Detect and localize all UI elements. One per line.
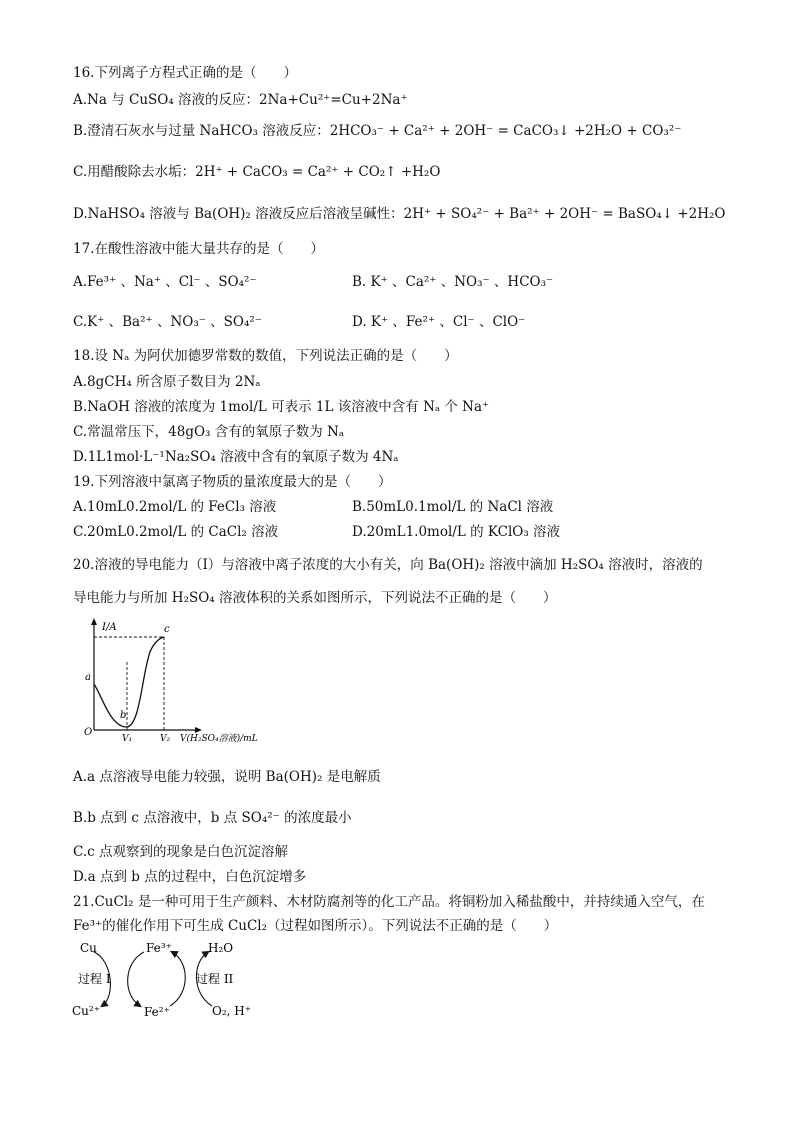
q18-option-d[interactable]: D.1L1mol·L⁻¹Na₂SO₄ 溶液中含有的氧原子数为 4Nₐ bbox=[73, 449, 399, 465]
point-c-label: c bbox=[164, 624, 170, 635]
q20-option-c[interactable]: C.c 点观察到的现象是白色沉淀溶解 bbox=[73, 844, 288, 860]
q19-option-c[interactable]: C.20mL0.2mol/L 的 CaCl₂ 溶液 bbox=[73, 524, 279, 540]
point-b-label: b bbox=[120, 710, 127, 721]
process-2-label: 过程 II bbox=[196, 972, 234, 986]
v1-label: V₁ bbox=[122, 734, 133, 744]
v2-label: V₂ bbox=[160, 734, 171, 744]
q16-stem: 16.下列离子方程式正确的是（ ） bbox=[73, 65, 297, 81]
origin-label: O bbox=[84, 727, 93, 738]
cucl2-cycle-diagram bbox=[72, 938, 272, 1020]
q20-option-d[interactable]: D.a 点到 b 点的过程中，白色沉淀增多 bbox=[73, 869, 307, 885]
q18-option-c[interactable]: C.常温常压下，48gO₃ 含有的氧原子数为 Nₐ bbox=[73, 424, 345, 440]
h2o-label: H₂O bbox=[208, 941, 234, 955]
fe2-label: Fe²⁺ bbox=[144, 1005, 170, 1019]
q18-stem: 18.设 Nₐ 为阿伏加德罗常数的数值，下列说法正确的是（ ） bbox=[73, 348, 458, 364]
q16-option-d[interactable]: D.NaHSO₄ 溶液与 Ba(OH)₂ 溶液反应后溶液呈碱性：2H⁺ + SO₄²⁻ + Ba²⁺ + 2OH⁻ = BaSO₄↓ +2H₂O bbox=[73, 206, 726, 222]
q21-stem-line1: 21.CuCl₂ 是一种可用于生产颜料、木材防腐剂等的化工产品。将铜粉加入稀盐酸中，并持续通入空气，在 bbox=[73, 894, 705, 910]
o2-h-label: O₂, H⁺ bbox=[212, 1004, 252, 1018]
point-a-label: a bbox=[85, 672, 91, 683]
q20-stem-line2: 导电能力与所加 H₂SO₄ 溶液体积的关系如图所示，下列说法不正确的是（ ） bbox=[73, 590, 557, 606]
q18-option-a[interactable]: A.8gCH₄ 所含原子数目为 2Nₐ bbox=[73, 374, 261, 390]
q19-stem: 19.下列溶液中氯离子物质的量浓度最大的是（ ） bbox=[73, 474, 392, 490]
conductivity-graph bbox=[80, 614, 280, 744]
q19-option-b[interactable]: B.50mL0.1mol/L 的 NaCl 溶液 bbox=[352, 499, 554, 515]
q17-option-a[interactable]: A.Fe³⁺ 、Na⁺ 、Cl⁻ 、SO₄²⁻ bbox=[73, 274, 257, 290]
fe3-label: Fe³⁺ bbox=[146, 941, 172, 955]
q17-option-c[interactable]: C.K⁺ 、Ba²⁺ 、NO₃⁻ 、SO₄²⁻ bbox=[73, 314, 262, 330]
process-1-label: 过程 I bbox=[78, 972, 111, 986]
q17-stem: 17.在酸性溶液中能大量共存的是（ ） bbox=[73, 241, 324, 257]
cu-label: Cu bbox=[80, 941, 97, 955]
q21-stem-line2: Fe³⁺的催化作用下可生成 CuCl₂（过程如图所示）。下列说法不正确的是（ ） bbox=[73, 918, 558, 934]
fe2-to-fe3-arrow bbox=[170, 952, 185, 1006]
q20-stem-line1: 20.溶液的导电能力（I）与溶液中离子浓度的大小有关，向 Ba(OH)₂ 溶液中滴加 H₂SO₄ 溶液时，溶液的 bbox=[73, 557, 703, 573]
q18-option-b[interactable]: B.NaOH 溶液的浓度为 1mol/L 可表示 1L 该溶液中含有 Nₐ 个 Na⁺ bbox=[73, 399, 490, 415]
x-axis-arrow bbox=[195, 727, 202, 733]
q17-option-b[interactable]: B. K⁺ 、Ca²⁺ 、NO₃⁻ 、HCO₃⁻ bbox=[352, 274, 554, 290]
q17-option-d[interactable]: D. K⁺ 、Fe²⁺ 、Cl⁻ 、ClO⁻ bbox=[352, 314, 526, 330]
conductivity-curve bbox=[94, 637, 164, 727]
y-axis-label: I/A bbox=[102, 622, 117, 633]
q19-option-d[interactable]: D.20mL1.0mol/L 的 KClO₃ 溶液 bbox=[352, 524, 561, 540]
q16-option-a[interactable]: A.Na 与 CuSO₄ 溶液的反应：2Na+Cu²⁺=Cu+2Na⁺ bbox=[73, 92, 408, 108]
q19-option-a[interactable]: A.10mL0.2mol/L 的 FeCl₃ 溶液 bbox=[73, 499, 277, 515]
q20-option-b[interactable]: B.b 点到 c 点溶液中，b 点 SO₄²⁻ 的浓度最小 bbox=[73, 810, 352, 826]
q16-option-b[interactable]: B.澄清石灰水与过量 NaHCO₃ 溶液反应：2HCO₃⁻ + Ca²⁺ + 2OH⁻ = CaCO₃↓ +2H₂O + CO₃²⁻ bbox=[73, 123, 682, 139]
y-axis-arrow bbox=[91, 618, 97, 625]
fe3-to-fe2-arrow bbox=[128, 952, 144, 1006]
q16-option-c[interactable]: C.用醋酸除去水垢：2H⁺ + CaCO₃ = Ca²⁺ + CO₂↑ +H₂O bbox=[73, 164, 441, 180]
q20-option-a[interactable]: A.a 点溶液导电能力较强，说明 Ba(OH)₂ 是电解质 bbox=[73, 769, 381, 785]
x-axis-label: V(H₂SO₄溶液)/mL bbox=[180, 734, 258, 744]
cu2-label: Cu²⁺ bbox=[72, 1004, 101, 1018]
